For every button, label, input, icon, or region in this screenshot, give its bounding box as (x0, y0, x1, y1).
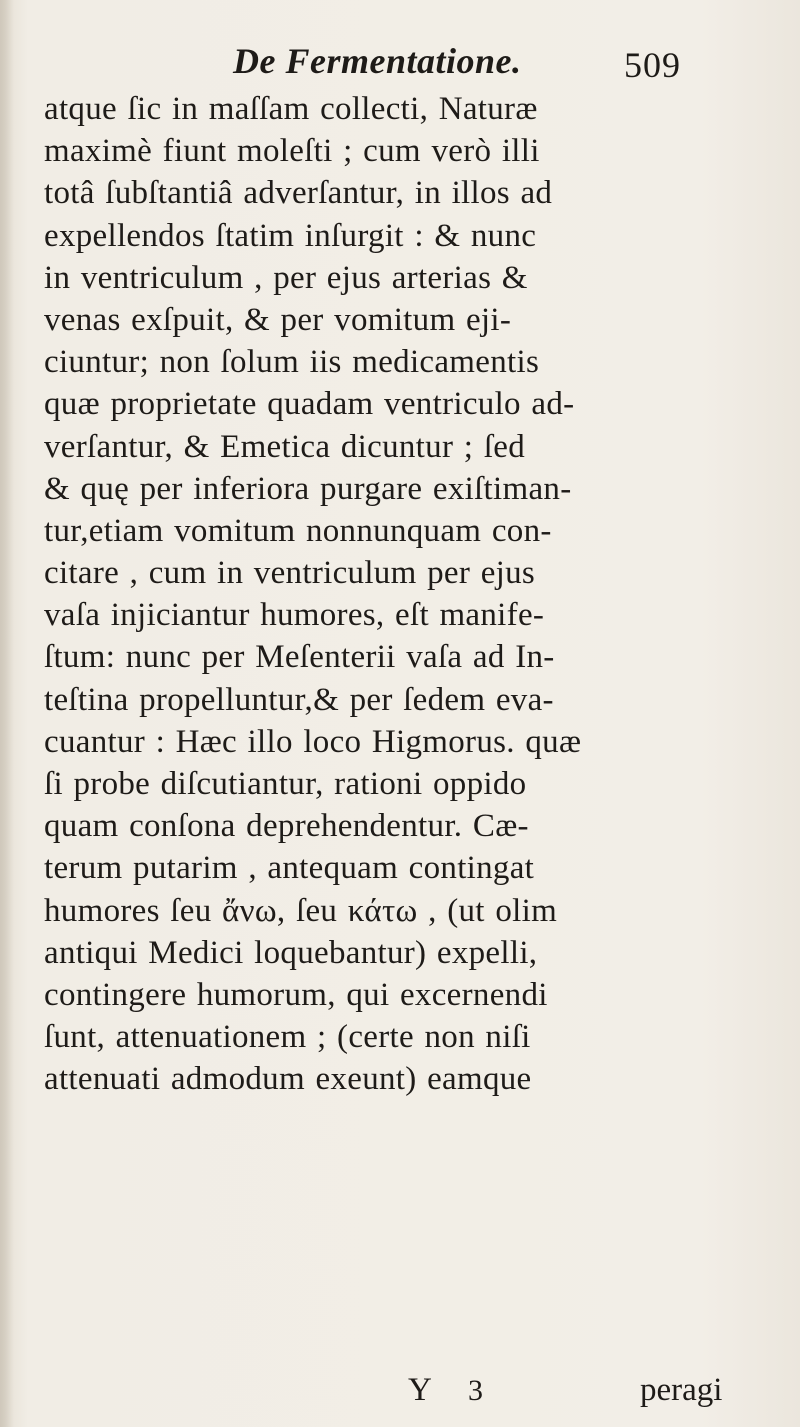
signature-mark: Y (408, 1372, 432, 1408)
page-footer (0, 1372, 800, 1414)
signature-number: 3 (468, 1374, 483, 1407)
running-title: De Fermentatione. (233, 41, 522, 81)
text-line: terum putarim , antequam contingat (44, 850, 535, 887)
text-line: ſi probe diſcutiantur, rationi oppido (44, 766, 527, 802)
text-line: vaſa injiciantur humores, eſt manife- (44, 597, 545, 634)
text-line: tur,etiam vomitum nonnunquam con- (44, 512, 552, 549)
gutter-shadow (0, 0, 14, 1427)
text-line: quam conſona deprehendentur. Cæ- (44, 808, 529, 845)
text-line: ſtum: nunc per Meſenterii vaſa ad In- (44, 639, 555, 676)
text-line: expellendos ſtatim inſurgit : & nunc (44, 217, 537, 254)
text-line: cuantur : Hæc illo loco Higmorus. quæ (44, 723, 582, 760)
text-line: contingere humorum, qui excernendi (44, 976, 548, 1013)
text-line: quæ proprietate quadam ventriculo ad- (44, 386, 575, 423)
page-number: 509 (624, 45, 681, 85)
text-line: atque ſic in maſſam collecti, Naturæ (44, 91, 538, 127)
text-line: attenuati admodum exeunt) eamque (44, 1061, 532, 1098)
text-line: ſunt, attenuationem ; (certe non niſi (44, 1019, 531, 1056)
text-line: & quę per inferiora purgare exiſtiman- (44, 470, 572, 507)
page-header (0, 40, 800, 92)
text-line: in ventriculum , per ejus arterias & (44, 259, 528, 296)
text-line: verſantur, & Emetica dicuntur ; ſed (44, 428, 526, 465)
text-line: citare , cum in ventriculum per ejus (44, 555, 536, 592)
text-line: maximè fiunt moleſti ; cum verò illi (44, 133, 540, 170)
text-line: totâ ſubſtantiâ adverſantur, in illos ad (44, 175, 553, 212)
body-text (44, 88, 794, 1101)
text-line: venas exſpuit, & per vomitum eji- (44, 301, 512, 338)
text-line: antiqui Medici loquebantur) expelli, (44, 934, 538, 971)
text-line: teſtina propelluntur,& per ſedem eva- (44, 681, 554, 718)
text-line: humores ſeu ἄνω, ſeu κάτω , (ut olim (44, 892, 558, 929)
text-line: ciuntur; non ſolum iis medicamentis (44, 344, 540, 381)
catchword: peragi (640, 1372, 723, 1408)
